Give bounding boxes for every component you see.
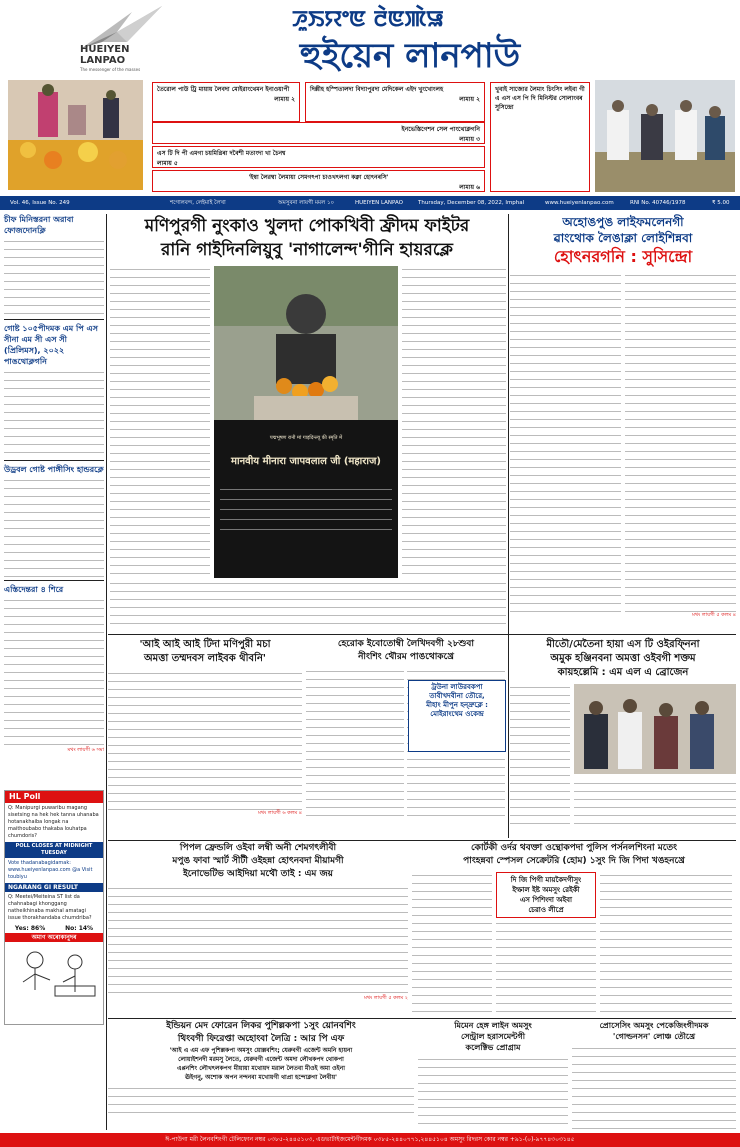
dateline-bar [0,196,740,210]
right-lead-body-2 [625,272,736,612]
plaque-sub: पद्मभूषण रानी मां गाइदिन्ल्यू की स्मृति में [269,435,343,441]
poll-box [4,790,104,1025]
bottom-right-story [572,1020,736,1130]
dateline-city: শগোলবন্দ, লেইমাই লৈখা [170,200,226,206]
mid-right-body [510,684,570,824]
poll-no: No: 14% [65,925,94,932]
cartoon-head: অমাণ অৰোকানুদৰ [5,933,103,942]
bm-title-1: মিমেন হেঙ্গ লাইন অমসুং [454,1021,532,1030]
teaser-box-3 [152,122,485,144]
mid-right-photo [574,684,736,826]
right-lead-continued: মথং লায়গী ৫ কলম ৪ [692,612,736,618]
mid-right-story [510,638,736,838]
smart-title-3: ইনোভেটিভ আইদিয়া মথৌ তাই : এম জয় [183,869,333,879]
court-title-2: পাংহন্নবা স্পেসল সেক্রেটরি (হোম) ১সুং দি জি পিদা খঙহনখ্রে [463,856,685,866]
poll-vote-link[interactable]: Vote thadanabagidamak: www.hueiyenlanpao.com @a Visit toubiyu [8,860,93,880]
heroic-sub-3: মীহাং মীপুন হন্দ্রুক্লে : [426,701,488,709]
logo-name-1: HUEIYEN [80,44,130,55]
left-headline-3: উড্রবল গোষ্ট পাঙ্গীসিং হান্ডরক্লে [4,465,104,474]
lead-title-1: মণিপুরগী নুংকাও খুলদা পোকখিবী ফ্রীদম ফাইটর [144,216,470,236]
bl-quote-2: লোয়াইশনদী মরমসু লৈতে, যেরুবগী এজেন্ট অমদা লৌথকপদ থোকপা [178,1056,344,1063]
smart-city-story [108,842,408,1016]
court-box-4: চেরাও লীপ্রে [528,906,564,914]
teaser-4-text: এস টি দি পী এমগা চয়মিগ্নিৰা দবৈশী মতাংদা খা চৈনশ্ব [157,150,286,157]
br-body [572,1045,736,1129]
court-box-3: এস পিশিংদা অইবা [519,896,573,904]
heroic-subheads [408,680,506,752]
left-headline-2: গোষ্ট ১০৫পীদমক এম পি এস সীনা এম সী এস সী (প্রিলিমস), ২০২২ পাঙথোক্লগনি [4,324,98,366]
teaser-6-text: খুবাই সাজোর লৈমাং চিংসিং লইবা গী এ এস এস পি দি মিনিস্টর সোলাংবৰ সুসিন্দ্রো [495,86,585,111]
bl-quote-1: 'আই এ এম এফ পুশিল্লকপা অমসুং য়োল্লবশিং; যেরুবগী এজেন্ট অমনি হায়না [169,1047,353,1054]
smart-continued: মথং লায়গী ৫ কলম ২ [364,995,408,1001]
smart-body [108,885,408,995]
dateline-vol: Vol. 46, Issue No. 249 [10,200,70,206]
right-lead-title-3: হোৎনরগনি : সুসিন্দ্রো [553,247,693,266]
iit-body [108,670,302,810]
plaque-title: मानवीय मीनारा जापवलाल जी (महाराज) [231,456,381,467]
bm-body [418,1056,568,1126]
court-body-2 [600,872,732,1012]
masthead-title: হুইয়েন লানপাউ [299,36,521,76]
logo-tagline: The messenger of the masses [80,67,141,72]
teaser-4-page: লামায় ৫ [157,160,178,167]
teaser-5-text: 'ইম্বা লৈরম্বা লৈমায়া সেমগৎপা চাওখৎলগা কক্না হোৎনৰসি' [248,174,389,181]
dateline-web: www.hueiyenlanpao.com [545,200,614,206]
bm-title-3: কলেক্টিভ প্রোগ্রাম [465,1043,521,1052]
lead-body-right [402,266,506,576]
bottom-mid-story [418,1020,568,1130]
teaser-box-2 [305,82,485,122]
poll-yes: Yes: 86% [14,925,46,932]
poll-question: Q: Manipurgi puwaribu magang sisetsing na hek hek tanna uhanaba hotanakhaiba longak na maithoubabo thakaba louhatpa chumdoris? [8,805,99,839]
top-left-photo [8,80,143,190]
teaser-5-page: লামায় ৬ [459,184,480,191]
mid-right-title-2: অমুক হঞ্জিনবনা অমত্তা ওইবগী শক্তম [550,653,696,664]
teaser-box-4 [152,146,485,168]
footer-text: ঈ-পাউগা মরী লৈনবশিংগী টেলিফোন নম্বর ০৩৮৫-২৪৪৫১০৩, এডভার্টাইজমেন্টগীদমক ০৩৮৫-২৪৪০৭৭১,২৪৪৫১০৪ অমসুং রিদরস কোর নম্বর +৯১-(০)-৯৭৭৪৩০৩১৪৫ [165,1136,575,1143]
teaser-box-5 [152,170,485,192]
heroic-sub-1: ট্রউনা লাউরবকপা [431,683,483,691]
dateline-price-local: অমসুবনা লায়গী মমল ১০ [278,200,335,206]
heroic-sub-2: তাবীখদবীনা তৌরে, [429,692,485,700]
footer-bar [0,1133,740,1147]
teaser-box-6 [490,82,590,192]
teaser-1-text: তৈরোল পাউ ট্রি মায়ায় লৈবদা মোইরাংথেমন ইনাওয়াপী [157,86,290,93]
court-body-1 [412,872,492,1012]
heroic-body-1 [306,668,404,818]
teaser-3-text: ইনভেস্তিগেশন সেল পাংথোক্লগনি [401,126,480,133]
masthead-meitei-title: ꯍꯨꯏꯌꯦꯟ ꯂꯥꯟꯄꯥꯎ [292,7,444,32]
left-headline-1: চীফ মিনিস্তরনা অরাবা ফোজদোনক্লি [4,215,74,235]
iit-title-1: 'আই আই আই টিদা মণিপুরী মচা [139,639,271,650]
dateline-price: ₹ 5.00 [712,200,730,206]
top-right-photo [595,80,735,192]
left-story-3 [4,477,104,577]
right-lead [510,214,736,634]
mid-right-title-1: মীতৌ/মেতৈনা হায়া এস টি ওইরফ্নিনা [546,639,700,650]
heroic-title-2: নীংশিং থৌরম পাঙথোকখ্রে [358,652,454,662]
court-story [412,842,736,1016]
lead-title-2: রানি গাইদিনলিয়ুবু 'নাগালেন্দ'গীনি হায়রক্লে [161,240,453,260]
right-lead-body-1 [510,272,621,612]
poll-result-head: NGARANG GI RESULT [5,883,103,892]
poll-result-question: Q: Meetei/Meiteina ST list da chahnabagi khonggang natheikhinaba makhal amatagi issue thorakhandaba chumdriba? [8,894,92,921]
br-title-2: 'গোল্ডনসন' লোঞ্চ তৌখ্রে [612,1032,696,1041]
teaser-1-page: লামায় ২ [274,96,295,103]
dateline-paper: HUEIYEN LANPAO [355,200,403,206]
cartoon-illustration [5,942,103,1002]
left-headline-4: এস্তিদেন্তরা ৪ শিরে [4,585,64,594]
bl-body [108,1085,414,1117]
lead-photo-plaque [214,420,398,578]
teaser-2-text: দিল্লীহ হস্পিতালদা বিদ্যাপুরদা মেদিকেল এইদ খুংখোংলহ [310,86,444,93]
heroic-title-1: হেরোক ইবোতোম্বী লৈখিদবগী ২৮শুবা [337,639,475,649]
teaser-2-page: লামায় ২ [459,96,480,103]
bottom-left-story [108,1020,414,1130]
poll-header: HL Poll [5,791,103,803]
teaser-box-1 [152,82,300,122]
right-lead-title-1: অহোঙপুঙ লাইফমলেনগী [562,215,684,229]
dateline-rni: RNI No. 40746/1978 [630,200,686,206]
masthead [0,0,740,80]
bm-title-2: সেন্ট্রাল হরাসমেন্টগী [460,1032,525,1041]
left-story-4 [4,597,104,747]
mid-right-title-3: কায়হল্লেমি : এম এল এ ব্রোজেন [557,667,689,678]
teaser-3-page: লামায় ৩ [459,136,480,143]
right-lead-title-2: ৱাংথোক লৈঙাক্লা লোইশিন্নবা [553,231,693,245]
smart-title-1: পিপল ফ্রেন্ডলি ওইবা লম্বী অনী শেমগৎলীবী [179,843,337,853]
bl-title-2: থিংবগী ফিরেপ্তা অহোংবা লৈত্রি : আর পি এফ [177,1034,345,1044]
bl-quote-3: এপ্পনশিং লৌখৎলকপগ মীয়ায়া মথোয়দ মরাল লৈতবা মীওই অমা ওইনা [177,1065,345,1072]
court-title-1: কোর্টকী ওর্দর থবক্তা ওন্থোকপদা পুলিস পর্সনলশিংনা মতেং [471,843,677,853]
bl-quote-4: ঊইগনু, অশোক অপন নন্দনবা মখোয়গী থাপ্রা হন্দোক্লগা লৈবীয়' [185,1074,337,1081]
lead-body-bottom [110,580,506,630]
court-box-1: দি জি পিগী মায়কৈদগীসুং [510,876,582,884]
smart-title-2: মপুঙ ফাবা স্মার্ট সীটী ওইহন্না হোৎনবদা মীয়ামগী [172,856,344,866]
iit-title-2: অমত্তা তম্মদবস লাইবক থীবনি' [144,653,266,664]
lead-body-left [110,266,210,576]
poll-closes: POLL CLOSES AT MIDNIGHT TUESDAY [5,842,103,858]
iit-continued: মথং লায়গী ৬ কলম ৪ [258,810,302,816]
left-story-1 [4,238,104,316]
left-column [4,214,104,784]
court-box [496,872,596,918]
court-box-2: ইম্ফাল ইষ্ট অমসুং রেইকী [512,886,580,894]
br-title-1: প্রোসেসিং অমসুং পেকেজিংগীদমক [599,1021,709,1030]
left-story-2 [4,369,104,457]
iit-story [108,638,302,838]
left-continued: মথং লায়গী ৬ সমা [67,747,104,753]
logo-name-2: LANPAO [80,55,126,66]
bl-title-1: ইন্ডিয়ন মেদ ফোরেন লিকর পুশিল্লকপা ১সুং য়োনবশিং [166,1021,356,1031]
heroic-sub-4: মোইরাংথেম ওকেন্দ্র [430,710,484,718]
dateline-date: Thursday, December 08, 2022, Imphal [418,200,525,206]
